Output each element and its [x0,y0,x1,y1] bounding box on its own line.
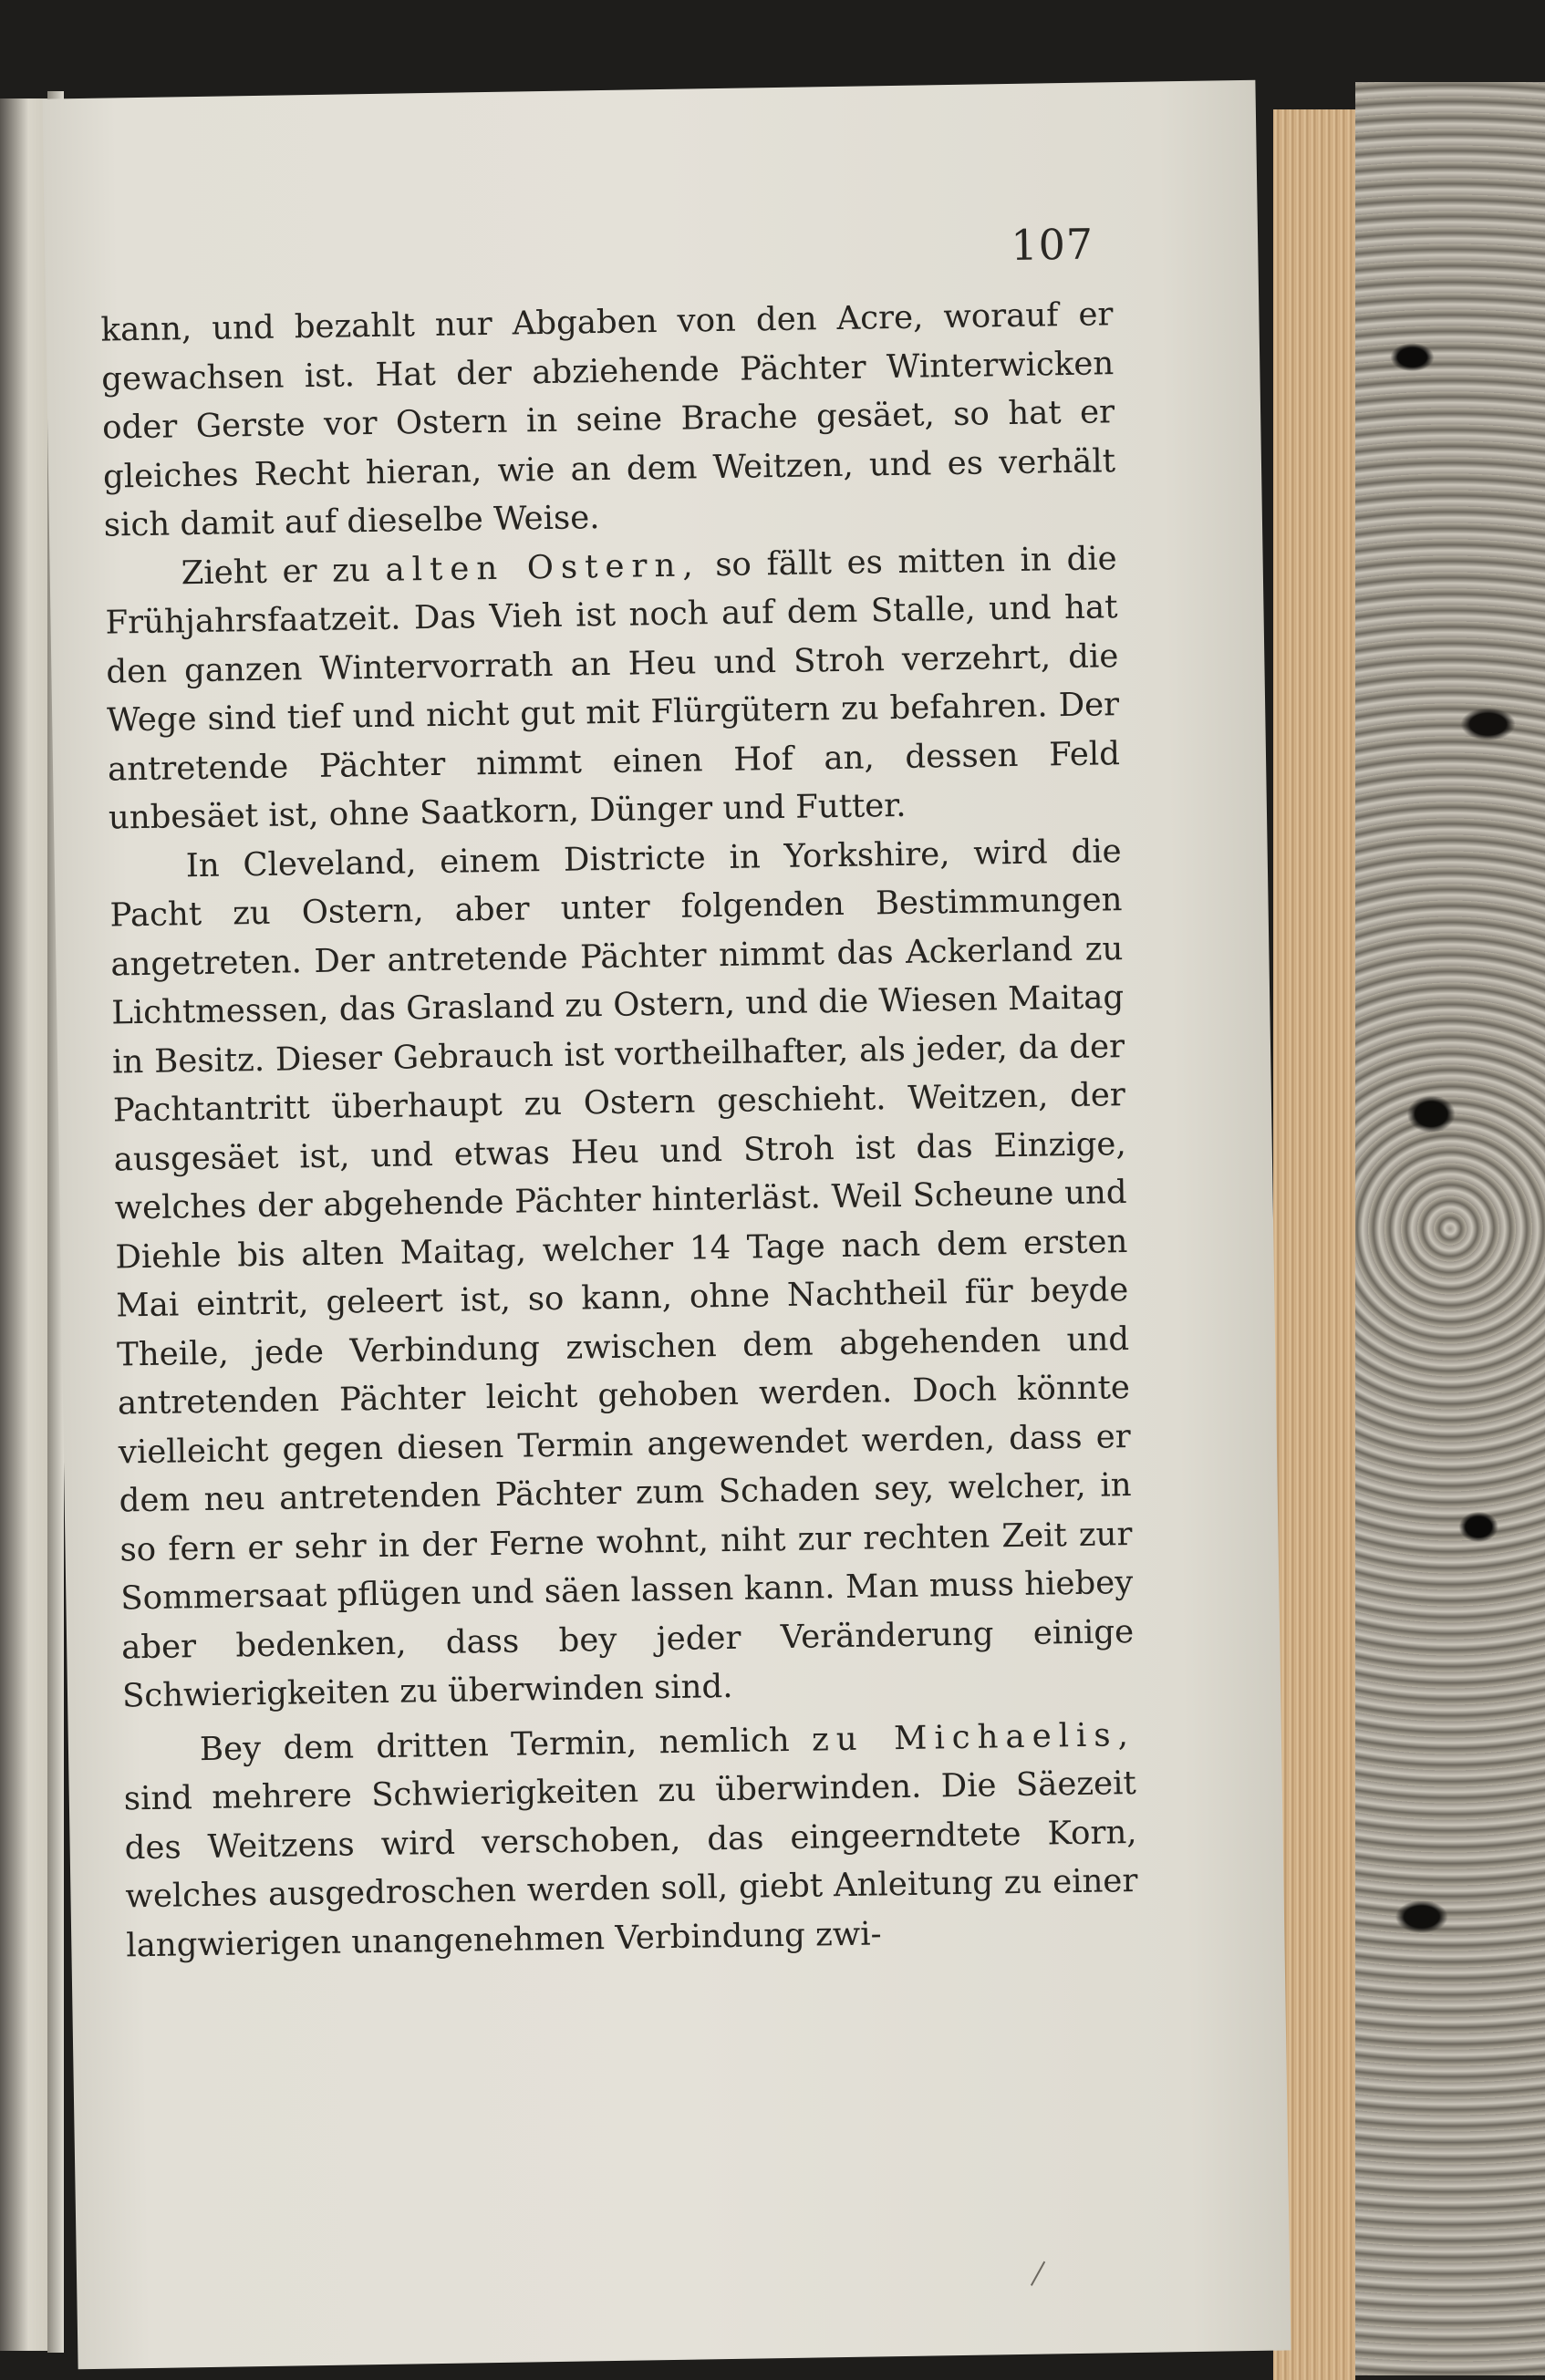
paragraph-4-text-before: Bey dem dritten Termin, nemlich [199,1721,813,1768]
paragraph-4-text-after: sind mehrere Schwierigkeiten zu überwinden. Die Säezeit des Weitzens wird verschoben, das eingeerndtete Korn, welches ausgedroschen werden soll, giebt Anleitung zu einer langwierigen unangenehmen Verbindung zwi- [123,1764,1138,1964]
spaced-emphasis-alten-ostern: alten Ostern, [385,545,700,589]
paragraph-3: In Cleveland, einem Districte in Yorkshire, wird die Pacht zu Ostern, aber unter folgenden Bestimmungen angetreten. Der antretende Pächter nimmt das Ackerland zu Lichtmessen, das Grasland zu Ostern, und die Wiesen Maitag in Besitz. Dieser Gebrauch ist vortheilhafter, als jeder, da der Pachtantritt überhaupt zu Ostern geschieht. Weitzen, der ausgesäet ist, und etwas Heu und Stroh ist das Einzige, welches der abgehende Pächter hinterläst. Weil Scheune und Diehle bis alten Maitag, welcher 14 Tage nach dem ersten Mai eintrit, geleert ist, so kann, ohne Nachtheil für beyde Theile, jede Verbindung zwischen dem abgehenden und antretenden Pächter leicht gehoben werden. Doch könnte vielleicht gegen diesen Termin angewendet werden, dass er dem neu antretenden Pächter zum Schaden sey, welcher, in so fern er sehr in der Ferne wohnt, niht zur rechten Zeit zur Sommersaat pflügen und säen lassen kann. Man muss hiebey aber bedenken, dass bey jeder Veränderung einige Schwierigkeiten zu überwinden sind. [109,832,1135,1715]
paragraph-2-text-before: Zieht er zu [181,551,386,592]
paragraph-2 [104,534,1121,843]
stray-pen-mark [1031,2261,1057,2292]
page-body-text [100,290,1139,1970]
left-page-edge [0,98,47,2351]
spaced-emphasis-zu-michaelis: zu Michaelis, [811,1715,1136,1759]
paragraph-1: kann, und bezahlt nur Abgaben von den Acre, worauf er gewachsen ist. Hat der abziehende Pächter Winterwicken oder Gerste vor Ostern in seine Brache gesäet, so hat er gleiches Recht hieran, wie an dem Weitzen, und es verhält sich damit auf dieselbe Weise. [100,295,1116,544]
book-page [43,80,1291,2370]
paragraph-4 [123,1711,1139,1971]
marbled-cover-edge [1355,82,1545,2375]
page-number: 107 [1010,219,1094,270]
paragraph-2-text-after: so fällt es mitten in die Frühjahrsfaatzeit. Das Vieh ist noch auf dem Stalle, und hat den ganzen Wintervorrath an Heu und Stroh verzehrt, die Wege sind tief und nicht gut mit Flürgütern zu befahren. Der antretende Pächter nimmt einen Hof an, dessen Feld unbesäet ist, ohne Saatkorn, Dünger und Futter. [105,539,1121,837]
